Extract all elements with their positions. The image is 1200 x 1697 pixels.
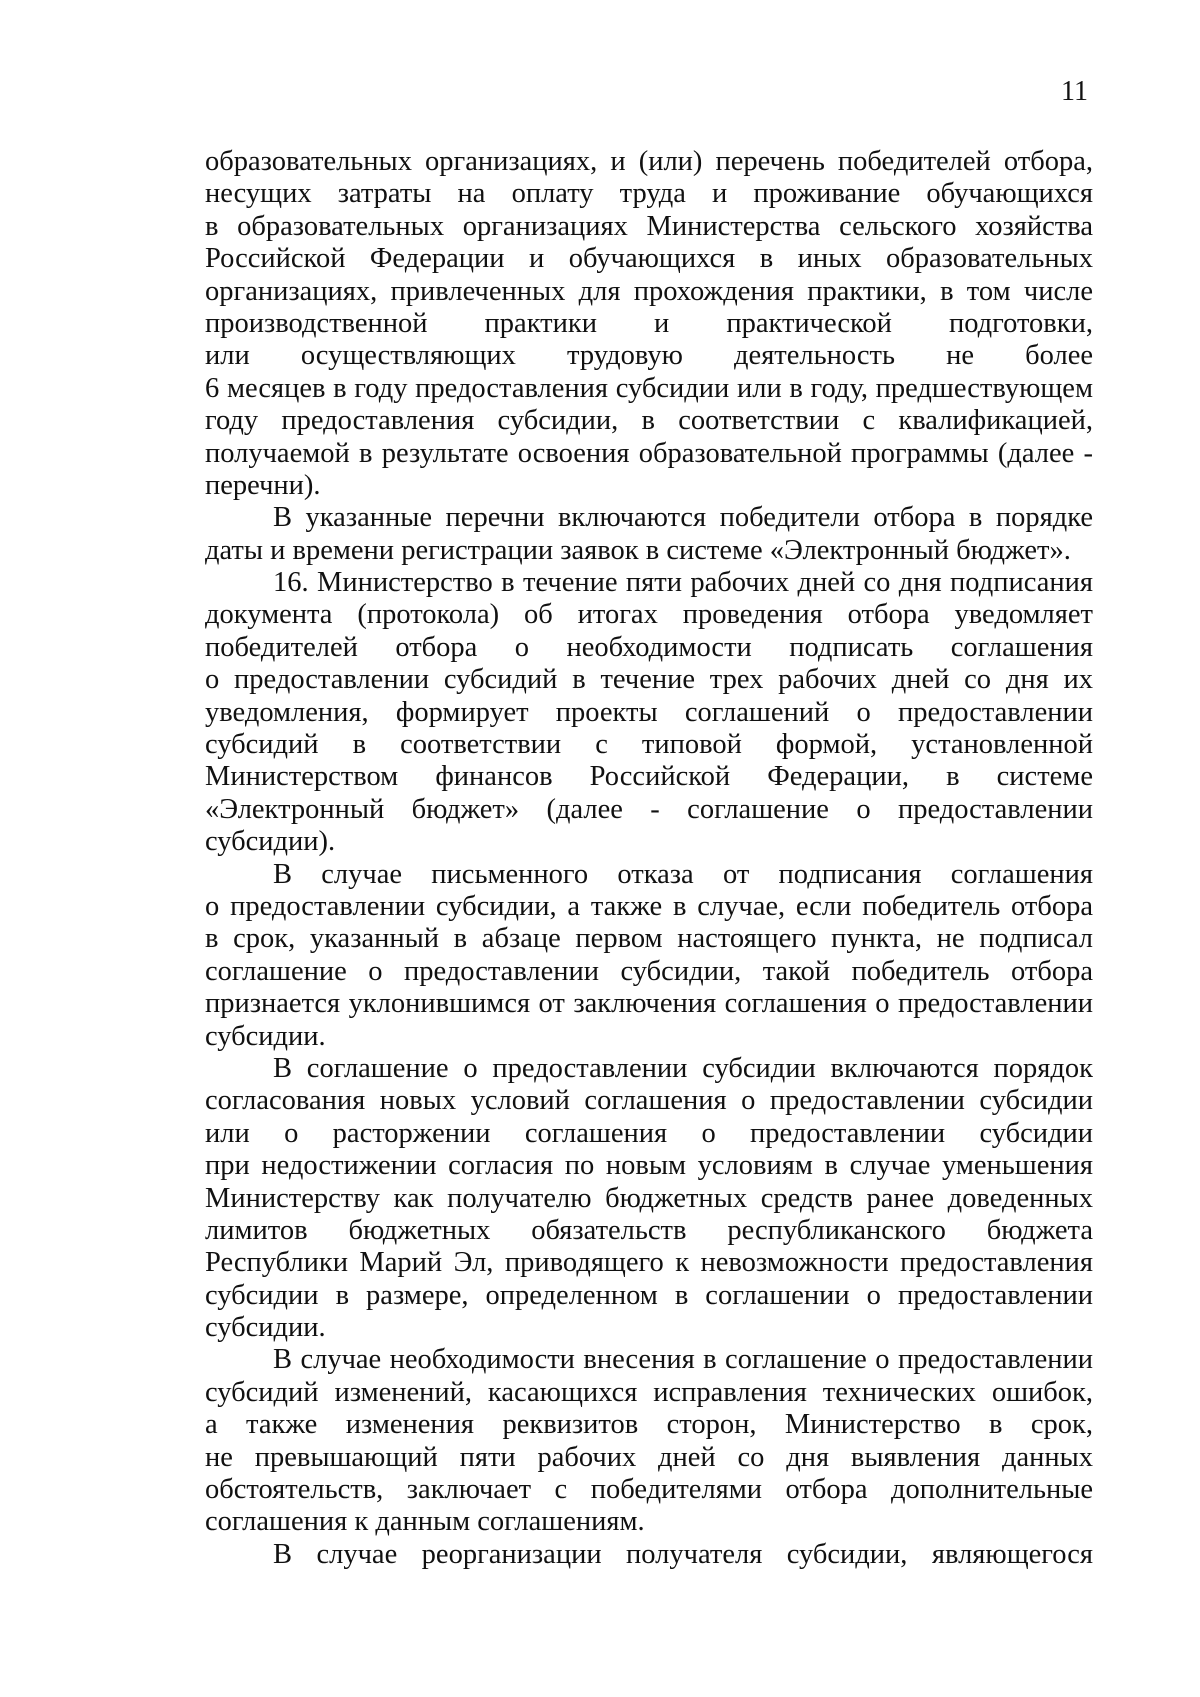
text-line: Министерством финансов Российской Федерации, в системе <box>205 761 1093 793</box>
text-line: получаемой в результате освоения образовательной программы (далее - <box>205 437 1093 469</box>
text-line: В указанные перечни включаются победители отбора в порядке <box>273 502 1093 534</box>
text-line: согласования новых условий соглашения о предоставлении субсидии <box>205 1085 1093 1117</box>
text-line: или о расторжении соглашения о предоставлении субсидии <box>205 1117 1093 1149</box>
text-line: в образовательных организациях Министерства сельского хозяйства <box>205 210 1093 242</box>
text-line: организациях, привлеченных для прохождения практики, в том числе <box>205 275 1093 307</box>
paragraph <box>205 1053 1093 1345</box>
text-line: В случае письменного отказа от подписания соглашения <box>273 858 1093 890</box>
text-line: субсидии. <box>205 1020 326 1052</box>
page-number: 11 <box>1061 76 1088 107</box>
paragraph <box>205 1539 1093 1571</box>
text-line: даты и времени регистрации заявок в системе «Электронный бюджет». <box>205 534 1071 566</box>
text-line: образовательных организациях, и (или) перечень победителей отбора, <box>205 146 1093 177</box>
text-line: соглашение о предоставлении субсидии, такой победитель отбора <box>205 955 1093 987</box>
paragraph <box>205 1344 1093 1538</box>
paragraph <box>205 502 1093 567</box>
text-line: перечни). <box>205 469 321 501</box>
text-line: Российской Федерации и обучающихся в иных образовательных <box>205 243 1093 275</box>
text-line: документа (протокола) об итогах проведения отбора уведомляет <box>205 599 1093 631</box>
text-line: В соглашение о предоставлении субсидии включаются порядок <box>273 1052 1093 1084</box>
text-line: субсидии в размере, определенном в соглашении о предоставлении <box>205 1279 1093 1311</box>
text-line: году предоставления субсидии, в соответствии с квалификацией, <box>205 405 1093 437</box>
text-line: или осуществляющих трудовую деятельность не более <box>205 340 1093 372</box>
text-line: В случае реорганизации получателя субсидии, являющегося <box>273 1538 1093 1570</box>
text-line: в срок, указанный в абзаце первом настоящего пункта, не подписал <box>205 923 1093 955</box>
text-line: субсидии). <box>205 826 336 858</box>
text-line: обстоятельств, заключает с победителями отбора дополнительные <box>205 1474 1093 1506</box>
text-line: победителей отбора о необходимости подписать соглашения <box>205 631 1093 663</box>
text-line: Министерству как получателю бюджетных средств ранее доведенных <box>205 1182 1093 1214</box>
text-line: о предоставлении субсидии, а также в случае, если победитель отбора <box>205 890 1093 922</box>
paragraph <box>205 859 1093 1053</box>
text-line: не превышающий пяти рабочих дней со дня выявления данных <box>205 1441 1093 1473</box>
text-line: уведомления, формирует проекты соглашений о предоставлении <box>205 696 1093 728</box>
text-line: о предоставлении субсидий в течение трех рабочих дней со дня их <box>205 664 1093 696</box>
text-line: а также изменения реквизитов сторон, Министерство в срок, <box>205 1409 1093 1441</box>
text-line: Республики Марий Эл, приводящего к невозможности предоставления <box>205 1247 1093 1279</box>
text-line: субсидий в соответствии с типовой формой, установленной <box>205 729 1093 761</box>
paragraph <box>205 567 1093 859</box>
text-line: 16. Министерство в течение пяти рабочих дней со дня подписания <box>273 567 1093 599</box>
text-line: субсидий изменений, касающихся исправления технических ошибок, <box>205 1376 1093 1408</box>
document-body <box>205 146 1093 1571</box>
text-line: несущих затраты на оплату труда и проживание обучающихся <box>205 178 1093 210</box>
text-line: 6 месяцев в году предоставления субсидии или в году, предшествующем <box>205 372 1093 404</box>
text-line: лимитов бюджетных обязательств республиканского бюджета <box>205 1214 1093 1246</box>
text-line: признается уклонившимся от заключения соглашения о предоставлении <box>205 988 1093 1020</box>
paragraph <box>205 146 1093 502</box>
text-line: производственной практики и практической подготовки, <box>205 307 1093 339</box>
text-line: субсидии. <box>205 1312 326 1344</box>
text-line: соглашения к данным соглашениям. <box>205 1506 645 1538</box>
text-line: при недостижении согласия по новым условиям в случае уменьшения <box>205 1150 1093 1182</box>
text-line: В случае необходимости внесения в соглашение о предоставлении <box>273 1344 1093 1376</box>
text-line: «Электронный бюджет» (далее - соглашение о предоставлении <box>205 793 1093 825</box>
